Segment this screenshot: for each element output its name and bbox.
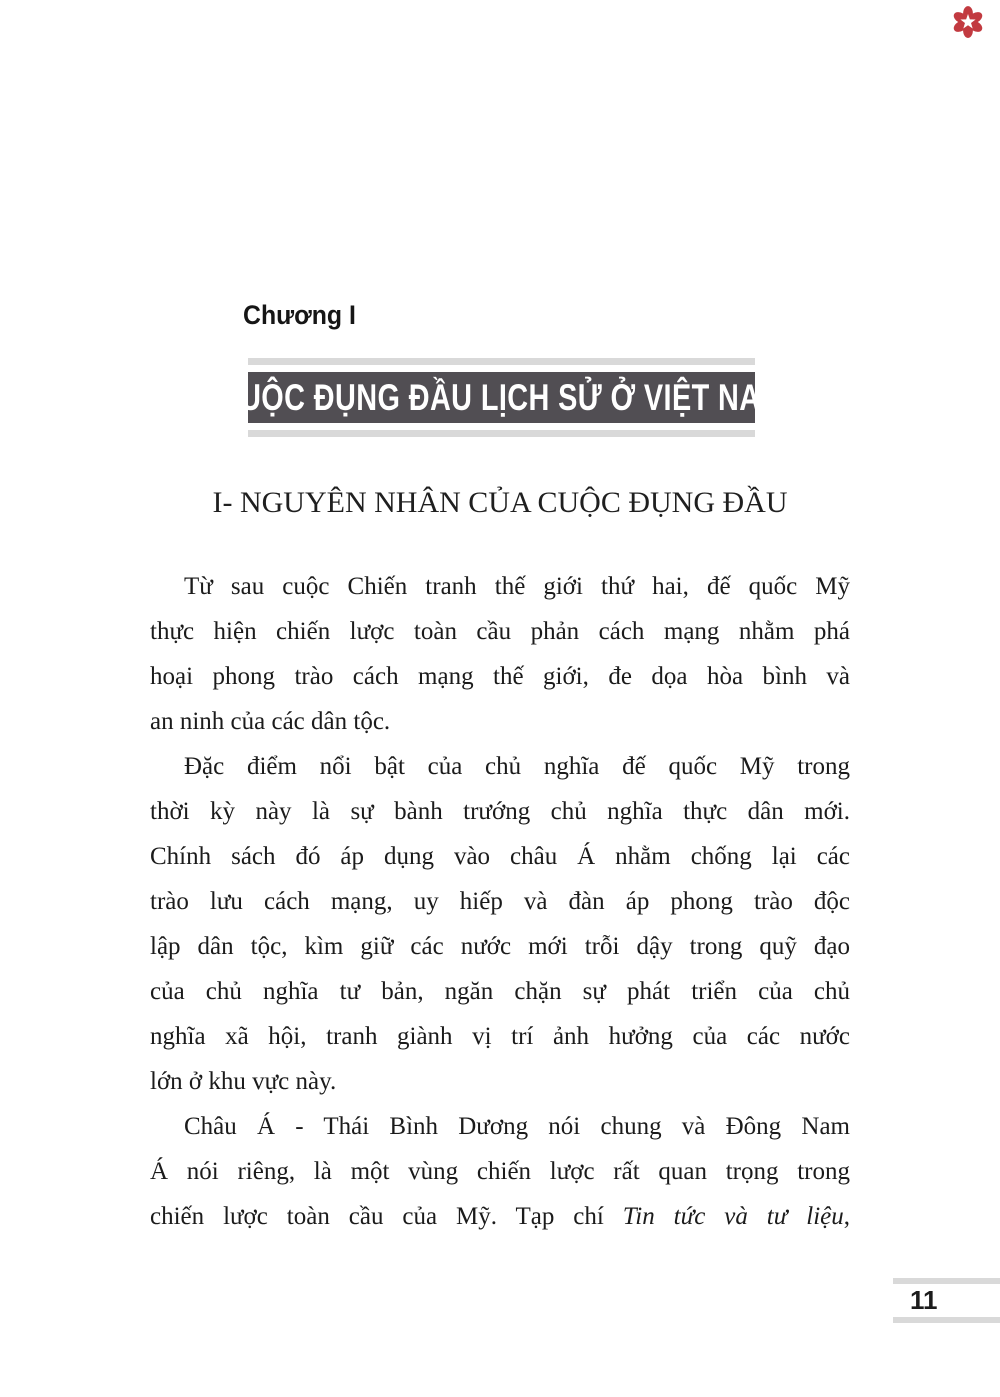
text-run: chiến lược toàn cầu của Mỹ. Tạp chí: [150, 1203, 623, 1230]
text-line: Chính sách đó áp dụng vào châu Á nhằm chống lại các: [150, 843, 850, 870]
banner-bottom-rule: [248, 430, 755, 437]
text-line: thực hiện chiến lược toàn cầu phản cách mạng nhằm phá: [150, 618, 850, 645]
text-line: nghĩa xã hội, tranh giành vị trí ảnh hưởng của các nước: [150, 1023, 850, 1050]
text-line: trào lưu cách mạng, uy hiếp và đàn áp phong trào độc: [150, 888, 850, 915]
paragraph: [150, 744, 850, 1104]
flower-asterisk-icon: [951, 5, 985, 39]
banner-bar: [218, 372, 785, 423]
text-line: Châu Á - Thái Bình Dương nói chung và Đông Nam: [184, 1113, 850, 1140]
paragraph: [150, 564, 850, 744]
text-line: Từ sau cuộc Chiến tranh thế giới thứ hai, đế quốc Mỹ: [184, 573, 850, 600]
text-line: thời kỳ này là sự bành trướng chủ nghĩa thực dân mới.: [150, 798, 850, 825]
text-run: ,: [843, 1203, 850, 1230]
chapter-banner: [218, 358, 785, 437]
text-line: của chủ nghĩa tư bản, ngăn chặn sự phát triển của chủ: [150, 978, 850, 1005]
banner-title: CUỘC ĐỤNG ĐẦU LỊCH SỬ Ở VIỆT NAM: [218, 376, 785, 418]
body-text: [150, 564, 850, 1239]
banner-top-rule: [248, 358, 755, 365]
page-number-block: [893, 1278, 1000, 1323]
text-line: an ninh của các dân tộc.: [150, 708, 391, 735]
page-number-bottom-rule: [893, 1317, 1000, 1323]
text-line: lớn ở khu vực này.: [150, 1068, 337, 1095]
text-line: Á nói riêng, là một vùng chiến lược rất quan trọng trong: [150, 1158, 850, 1185]
chapter-label: Chương I: [243, 300, 356, 330]
page-number: 11: [910, 1285, 938, 1315]
text-line: lập dân tộc, kìm giữ các nước mới trỗi dậy trong quỹ đạo: [150, 933, 850, 960]
text-line: [150, 1194, 850, 1239]
section-heading: I- NGUYÊN NHÂN CỦA CUỘC ĐỤNG ĐẦU: [212, 486, 788, 519]
text-line: Đặc điểm nổi bật của chủ nghĩa đế quốc Mỹ trong: [184, 753, 850, 780]
journal-title-italic: Tin tức và tư liệu: [622, 1203, 844, 1230]
text-line: hoại phong trào cách mạng thế giới, đe dọa hòa bình và: [150, 663, 850, 690]
paragraph: [150, 1104, 850, 1239]
